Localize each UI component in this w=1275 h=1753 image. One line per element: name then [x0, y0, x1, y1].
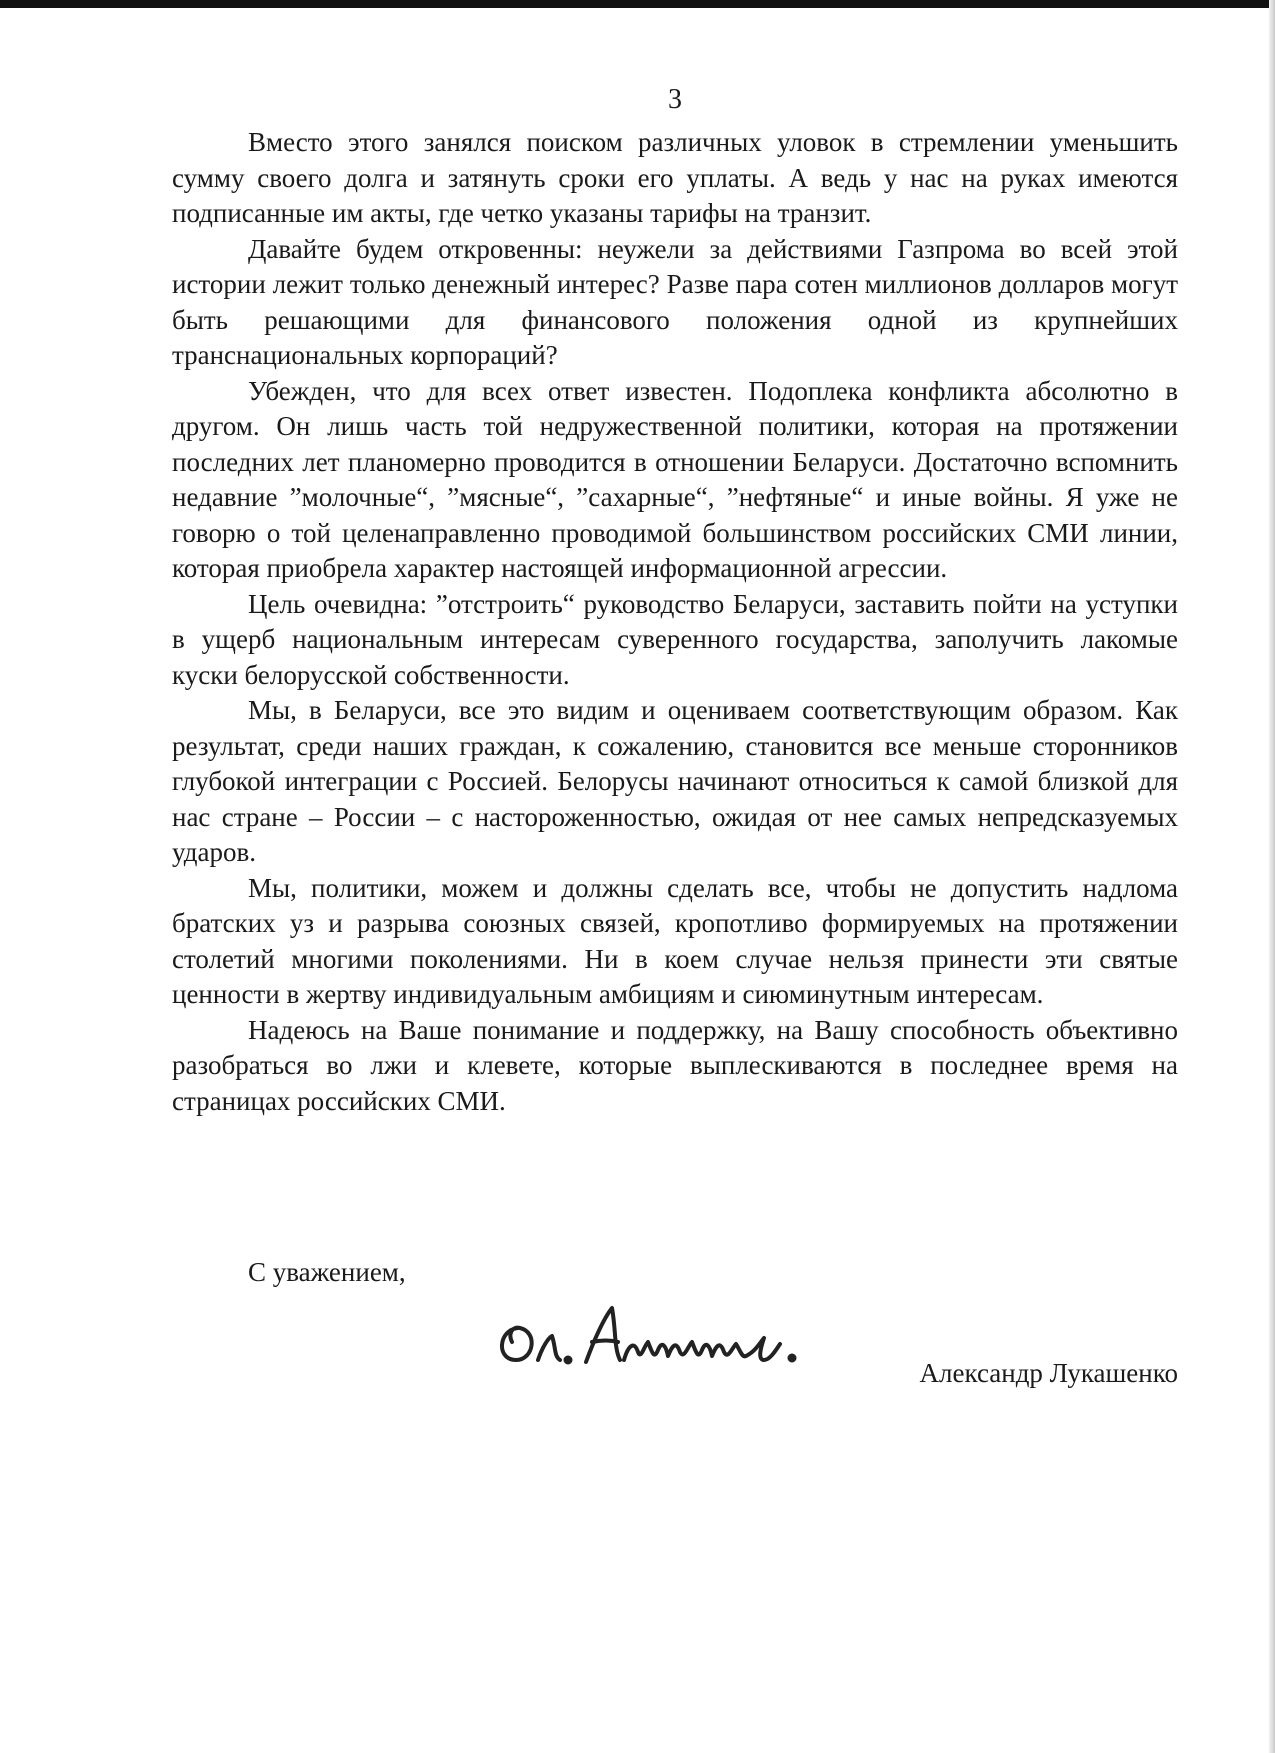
paragraph-3: Убежден, что для всех ответ известен. Подоплека конфликта абсолютно в другом. Он лишь часть той недружественной политики, которая на протяжении последних лет планомерно проводится в отношении Беларуси. Достаточно вспомнить недавние ”молочные“, ”мясные“, ”сахарные“, ”нефтяные“ и иные войны. Я уже не говорю о той целенаправленно проводимой большинством российских СМИ линии, которая приобрела характер настоящей информационной агрессии.	[172, 375, 1178, 583]
closing-salutation: С уважением,	[248, 1257, 406, 1287]
paragraph-1: Вместо этого занялся поиском различных уловок в стремлении уменьшить сумму своего долга и затянуть сроки его уплаты. А ведь у нас на руках имеются подписанные им акты, где четко указаны тарифы на транзит.	[172, 127, 1178, 228]
paragraph-2: Давайте будем откровенны: неужели за действиями Газпрома во всей этой истории лежит только денежный интерес? Разве пара сотен миллионов долларов могут быть решающими для финансового положения одной из крупнейших транснациональных корпораций?	[172, 233, 1178, 370]
page-number: 3	[668, 84, 682, 115]
signer-name: Александр Лукашенко	[919, 1358, 1178, 1388]
paragraph-6: Мы, политики, можем и должны сделать все, чтобы не допустить надлома братских уз и разрыва союзных связей, кропотливо формируемых на протяжении столетий многими поколениями. Ни в коем случае нельзя принести эти святые ценности в жертву индивидуальным амбициям и сиюминутным интересам.	[172, 872, 1178, 1009]
scan-right-edge	[1269, 0, 1275, 1753]
paragraph-7: Надеюсь на Ваше понимание и поддержку, на Вашу способность объективно разобраться во лжи и клевете, которые выплескиваются в последнее время на страницах российских СМИ.	[172, 1014, 1178, 1116]
letter-body	[172, 125, 1178, 1119]
handwritten-signature	[488, 1290, 818, 1380]
paragraph-5: Мы, в Беларуси, все это видим и оцениваем соответствующим образом. Как результат, среди наших граждан, к сожалению, становится все меньше сторонников глубокой интеграции с Россией. Белорусы начинают относиться к самой близкой для нас стране – России – с настороженностью, ожидая от нее самых непредсказуемых ударов.	[172, 695, 1178, 867]
scan-top-edge	[0, 0, 1275, 8]
paragraph-4: Цель очевидна: ”отстроить“ руководство Беларуси, заставить пойти на уступки в ущерб национальным интересам суверенного государства, заполучить лакомые куски белорусской собственности.	[172, 588, 1178, 690]
